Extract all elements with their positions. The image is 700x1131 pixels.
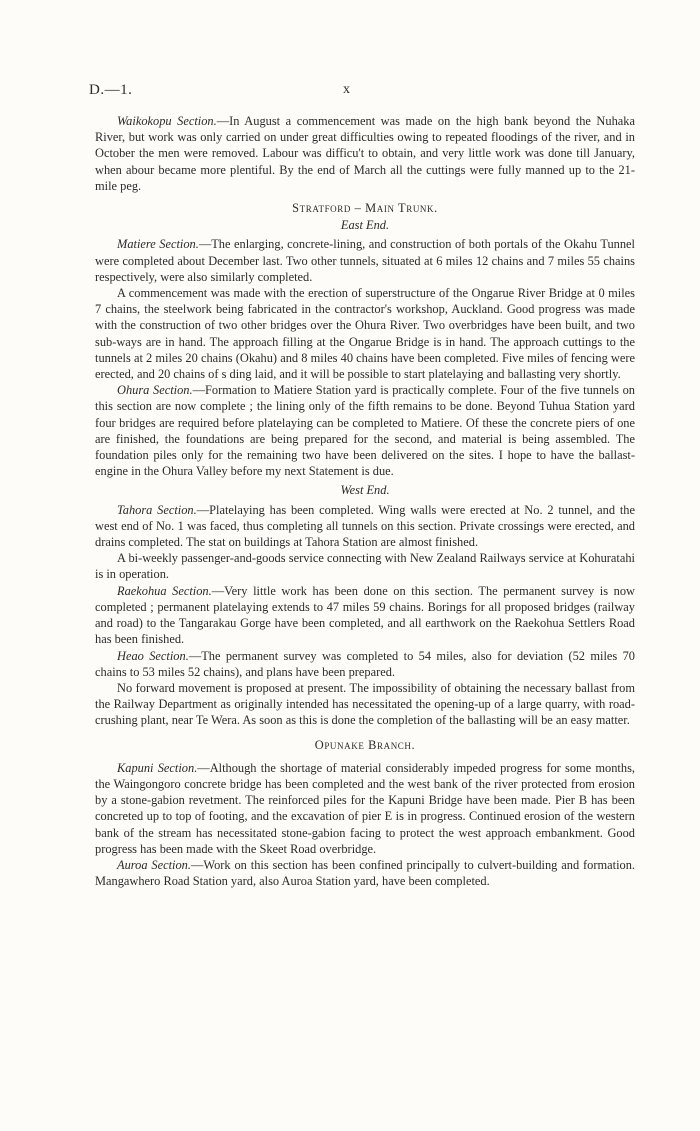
paragraph-text: —Very little work has been done on this section. The permanent survey is now completed ; permanent platelaying extends to 47 miles 59 chains. Borings for all proposed bridges (railway and road) to the Tangarakau Gorge have been completed, and all earthwork on the Raekohua Settlers Road has been finished. (95, 583, 635, 647)
report-body (95, 113, 635, 889)
section-name: Auroa Section. (117, 857, 191, 872)
paragraph-forward-movement: No forward movement is proposed at present. The impossibility of obtaining the necessary ballast from the Railway Department as originally intended has necessitated the opening-up of a large quarry, with road-crushing plant, near Te Wera. As soon as this is done the completion of the ballasting will be an easy matter. (95, 680, 635, 728)
paragraph-text: —Although the shortage of material considerably impeded progress for some months, the Waingongoro concrete bridge has been completed and the west bank of the river protected from erosion by a stone-gabion revetment. The reinforced piles for the Kapuni Bridge have been made. Pier B has been concreted up to top of footing, and the excavation of pier E is in progress. Continued erosion of the western bank of the stream has necessitated stone-gabion facing to protect the west approach embankment. Good progress has been made with the Skeet Road overbridge. (95, 760, 635, 856)
paragraph-heao (95, 648, 635, 680)
section-name: Raekohua Section. (117, 583, 212, 598)
paragraph-raekohua (95, 583, 635, 648)
section-name: Tahora Section. (117, 502, 197, 517)
paragraph-service: A bi-weekly passenger-and-goods service connecting with New Zealand Railways service at Kohuratahi is in operation. (95, 551, 635, 582)
paragraph-waikokopu (95, 113, 635, 194)
section-name: Ohura Section. (117, 383, 193, 398)
paragraph-text: —Platelaying has been completed. Wing walls were erected at No. 2 tunnel, and the west end of No. 1 was faced, thus completing all tunnels on this section. Private crossings were erected, and drains completed. The stat on buildings at Tahora Station are almost finished. (95, 502, 635, 550)
section-name: Heao Section. (117, 648, 189, 663)
paragraph-text: —Formation to Matiere Station yard is practically complete. Four of the five tunnels on this section are now complete ; the lining only of the fifth remains to be done. Beyond Tuhua Station yard four bridges are required before platelaying can be completed to Matiere. Of these the concrete piers of one are finished, the foundations are being prepared for the second, and material is being assembled. The foundation piles only for the remaining two have been delivered on the sites. I hope to have the ballast-engine in the Ohura Valley before my next Statement is due. (95, 383, 636, 479)
paragraph-ongarue: A commencement was made with the erection of superstructure of the Ongarue River Bridge at 0 miles 7 chains, the steelwork being fabricated in the contractor's workshop, Auckland. Good progress was made with the construction of two other bridges over the Ohura River. Two overbridges have been built, and two sub-ways are in hand. The approach filling at the Ongarue Bridge is in hand. The approach cuttings to the tunnels at 2 miles 20 chains (Okahu) and 8 miles 40 chains have been completed. Five miles of fencing were erected, and 20 chains of s ding laid, and it will be possible to start platelaying and ballasting very shortly. (95, 286, 635, 382)
document-reference: D.—1. (89, 82, 133, 98)
section-name: Kapuni Section. (117, 760, 198, 775)
heading-opunake-branch: Opunake Branch. (314, 737, 416, 752)
paragraph-matiere (95, 236, 635, 285)
paragraph-kapuni (95, 760, 635, 857)
section-name: Waikokopu Section. (117, 114, 217, 128)
section-name: Matiere Section. (117, 237, 199, 252)
paragraph-text: —Work on this section has been confined principally to culvert-building and formation. Mangawhero Road Station yard, also Auroa Station yard, have been completed. (95, 857, 636, 889)
heading-stratford-main-trunk: Stratford – Main Trunk. (292, 201, 438, 216)
paragraph-tahora (95, 502, 635, 551)
paragraph-text: —The enlarging, concrete-lining, and construction of both portals of the Okahu Tunnel were completed about December last. Two other tunnels, situated at 6 miles 12 chains and 7 miles 55 chains respectively, were also similarly completed. (95, 237, 635, 284)
paragraph-ohura (95, 382, 635, 479)
page-number: x (343, 82, 350, 97)
paragraph-text: —The permanent survey was completed to 54 miles, also for deviation (52 miles 70 chains to 53 miles 52 chains), and plans have been prepared. (95, 648, 635, 679)
paragraph-auroa (95, 857, 635, 889)
paragraph-text: —In August a commencement was made on the high bank beyond the Nuhaka River, but work was only carried on under great difficulties owing to repeated floodings of the river, and in October the men were removed. Labour was difficu't to obtain, and very little work was done till January, when abour became more plentiful. By the end of March all the cuttings were fully manned up to the 21-mile peg. (95, 114, 635, 193)
subheading-east-end: East End. (340, 218, 390, 233)
subheading-west-end: West End. (340, 483, 390, 498)
